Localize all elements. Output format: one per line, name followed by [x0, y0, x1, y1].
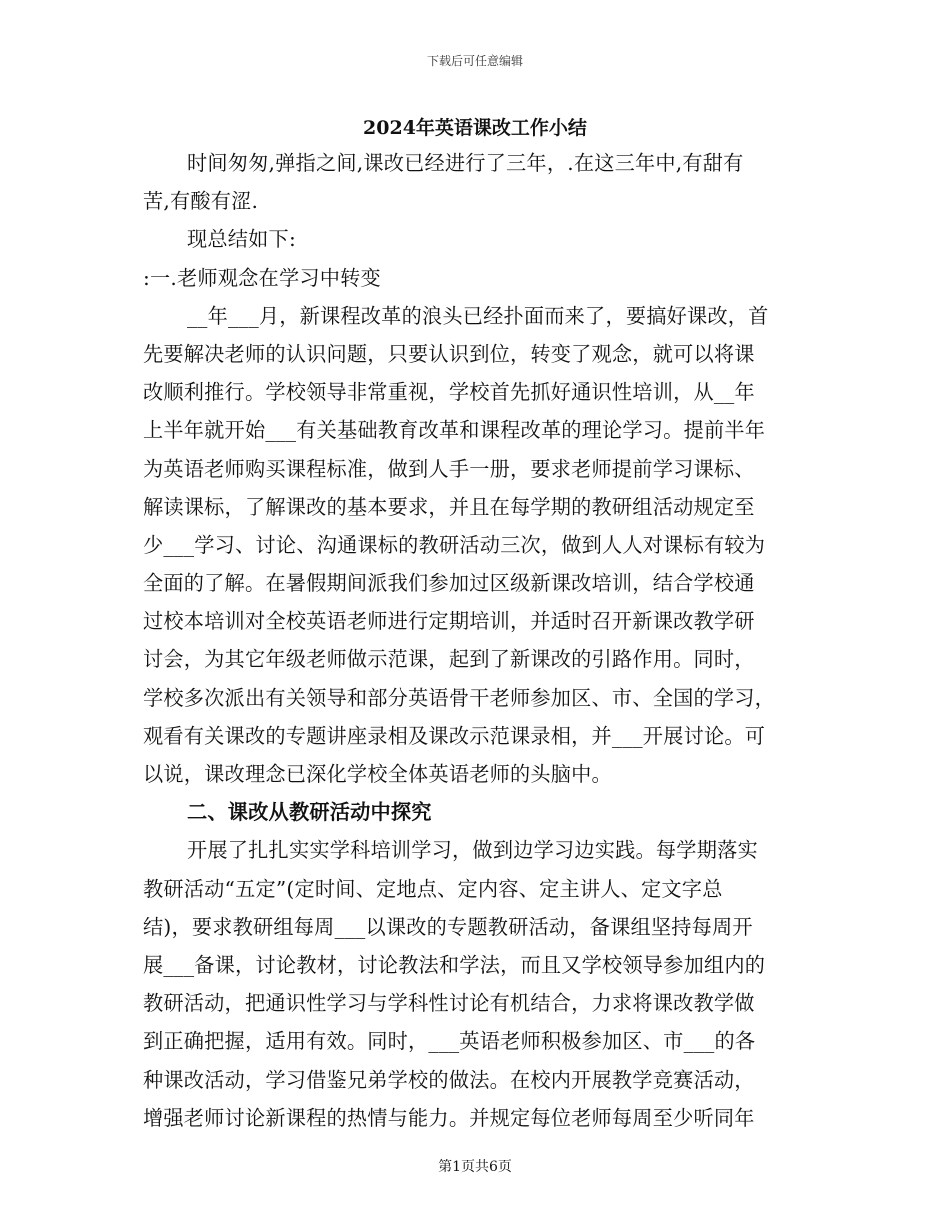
paragraph-line: 观看有关课改的专题讲座录相及课改示范课录相，并___开展讨论。可: [143, 723, 766, 748]
paragraph-line: 全面的了解。在暑假期间派我们参加过区级新课改培训，结合学校通: [143, 571, 755, 596]
document-body: [143, 144, 807, 1137]
paragraph-line: 讨会，为其它年级老师做示范课，起到了新课改的引路作用。同时，: [143, 647, 755, 672]
paragraph-line: 现总结如下:: [187, 227, 296, 252]
paragraph-line: 解读课标，了解课改的基本要求，并且在每学期的教研组活动规定至: [143, 494, 755, 519]
paragraph-line: 为英语老师购买课程标准，做到人手一册，要求老师提前学习课标、: [143, 456, 755, 481]
paragraph-line: 结)，要求教研组每周___以课改的专题教研活动，备课组坚持每周开: [143, 914, 753, 939]
paragraph-line: 时间匆匆,弹指之间,课改已经进行了三年，.在这三年中,有甜有: [187, 151, 744, 175]
paragraph-line: 开展了扎扎实实学科培训学习，做到边学习边实践。每学期落实: [187, 838, 758, 863]
document-title: 2024年英语课改工作小结: [363, 117, 587, 139]
page-number: 第1页共6页: [438, 1159, 512, 1175]
paragraph-line: 展___备课，讨论教材，讨论教法和学法，而且又学校领导参加组内的: [143, 952, 766, 977]
paragraph-line: 教研活动，把通识性学习与学科性讨论有机结合，力求将课改教学做: [143, 991, 755, 1016]
paragraph-line: 增强老师讨论新课程的热情与能力。并规定每位老师每周至少听同年: [143, 1105, 755, 1130]
paragraph-line: 少___学习、讨论、沟通课标的教研活动三次，做到人人对课标有较为: [143, 532, 766, 557]
paragraph-line: 到正确把握，适用有效。同时，___英语老师积极参加区、市___的各: [143, 1029, 756, 1054]
paragraph-line: 种课改活动，学习借鉴兄弟学校的做法。在校内开展教学竞赛活动，: [143, 1067, 755, 1092]
paragraph-line: __年___月，新课程改革的浪头已经扑面而来了，要搞好课改，首: [187, 303, 769, 328]
paragraph-line: 学校多次派出有关领导和部分英语骨干老师参加区、市、全国的学习，: [143, 685, 776, 710]
paragraph-line: 以说，课改理念已深化学校全体英语老师的头脑中。: [143, 762, 612, 786]
paragraph-line: 改顺利推行。学校领导非常重视，学校首先抓好通识性培训，从__年: [143, 380, 755, 405]
paragraph-line: 教研活动“五定”(定时间、定地点、定内容、定主讲人、定文字总: [143, 876, 723, 901]
paragraph-line: 苦,有酸有涩.: [143, 189, 259, 214]
paragraph-line: 上半年就开始___有关基础教育改革和课程改革的理论学习。提前半年: [143, 418, 766, 443]
paragraph-line: 先要解决老师的认识问题，只要认识到位，转变了观念，就可以将课: [143, 341, 755, 366]
header-note: 下载后可任意编辑: [426, 54, 523, 68]
paragraph-line: 过校本培训对全校英语老师进行定期培训，并适时召开新课改教学研: [143, 609, 755, 634]
section-heading: 二、课改从教研活动中探究: [187, 800, 432, 825]
section-heading: :一.老师观念在学习中转变: [143, 265, 381, 290]
